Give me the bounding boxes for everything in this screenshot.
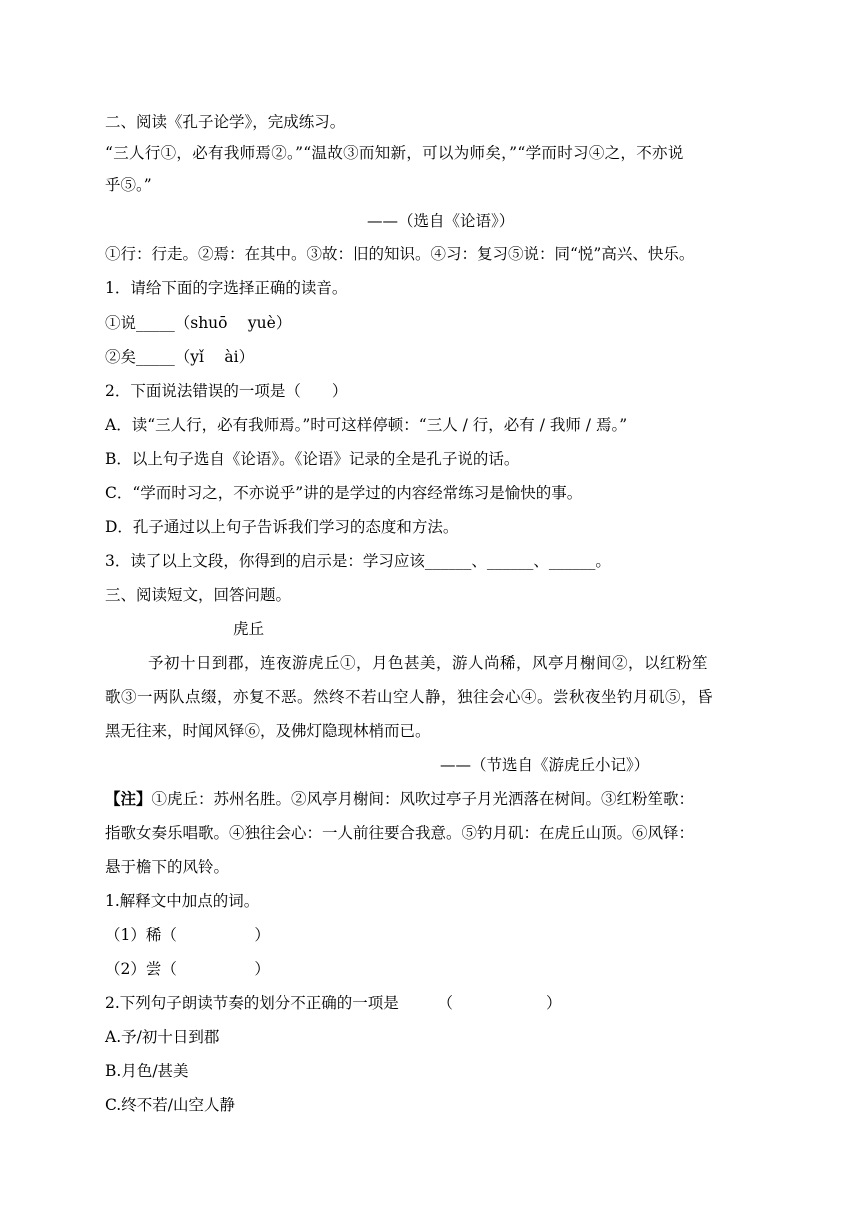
section-3-question-2-stem: 2.下列句子朗读节奏的划分不正确的一项是 （ ） <box>105 994 562 1012</box>
section-3-question-1-item-1: （1）稀（ ） <box>105 926 270 944</box>
section-3-notes-line-3: 悬于檐下的风铃。 <box>105 858 230 876</box>
section-3-heading: 三、阅读短文，回答问题。 <box>105 586 292 604</box>
question-1-item-1: ①说_____（shuō yuè） <box>105 314 292 332</box>
section-3-title: 虎丘 <box>233 620 265 638</box>
question-2-stem: 2．下面说法错误的一项是（ ） <box>105 382 348 400</box>
section-3-notes-line-1 <box>105 789 694 809</box>
section-3-question-1-stem: 1.解释文中加点的词。 <box>105 892 260 910</box>
section-3-question-2-option-b: B.月色/甚美 <box>105 1062 189 1080</box>
section-2-notes: ①行：行走。②焉：在其中。③故：旧的知识。④习：复习⑤说：同“悦”高兴、快乐。 <box>105 245 695 263</box>
section-3-passage-line-1: 予初十日到郡，连夜游虎丘①，月色甚美，游人尚稀，风亭月榭间②，以红粉笙 <box>148 654 709 672</box>
section-3-notes-line-2: 指歌女奏乐唱歌。④独往会心：一人前往要合我意。⑤钓月矶：在虎丘山顶。⑥风铎： <box>105 824 695 842</box>
question-2-option-c: C．“学而时习之，不亦说乎”讲的是学过的内容经常练习是愉快的事。 <box>105 484 583 502</box>
note-label: 【注】 <box>105 789 152 808</box>
section-2-source: ——（选自《论语》） <box>367 212 515 230</box>
section-2-heading: 二、阅读《孔子论学》，完成练习。 <box>105 113 346 131</box>
question-2-option-d: D．孔子通过以上句子告诉我们学习的态度和方法。 <box>105 518 459 536</box>
section-3-question-2-option-c: C.终不若/山空人静 <box>105 1096 235 1114</box>
section-3-source: ——（节选自《游虎丘小记》） <box>440 756 650 774</box>
section-2-passage-line-1: “三人行①，必有我师焉②。”“温故③而知新，可以为师矣，”“学而时习④之，不亦说 <box>105 144 684 162</box>
notes-text-1: ①虎丘：苏州名胜。②风亭月榭间：风吹过亭子月光洒落在树间。③红粉笙歌： <box>151 790 695 808</box>
question-2-option-a: A．读“三人行，必有我师焉。”时可这样停顿：“三人 / 行，必有 / 我师 / 焉。” <box>105 416 628 434</box>
question-1-stem: 1．请给下面的字选择正确的读音。 <box>105 279 348 297</box>
question-3: 3．读了以上文段，你得到的启示是：学习应该______、______、______。 <box>105 552 611 570</box>
question-2-option-b: B．以上句子选自《论语》。《论语》记录的全是孔子说的话。 <box>105 450 520 468</box>
question-1-item-2: ②矣_____（yǐ ài） <box>105 348 255 366</box>
section-3-passage-line-2: 歌③一两队点缀，亦复不恶。然终不若山空人静，独往会心④。尝秋夜坐钓月矶⑤，昏 <box>105 688 714 706</box>
section-3-question-1-item-2: （2）尝（ ） <box>105 960 270 978</box>
section-3-passage-line-3: 黑无往来，时闻风铎⑥，及佛灯隐现林梢而已。 <box>105 722 431 740</box>
section-3-question-2-option-a: A.予/初十日到郡 <box>105 1028 220 1046</box>
section-2-passage-line-2: 乎⑤。” <box>105 176 152 194</box>
